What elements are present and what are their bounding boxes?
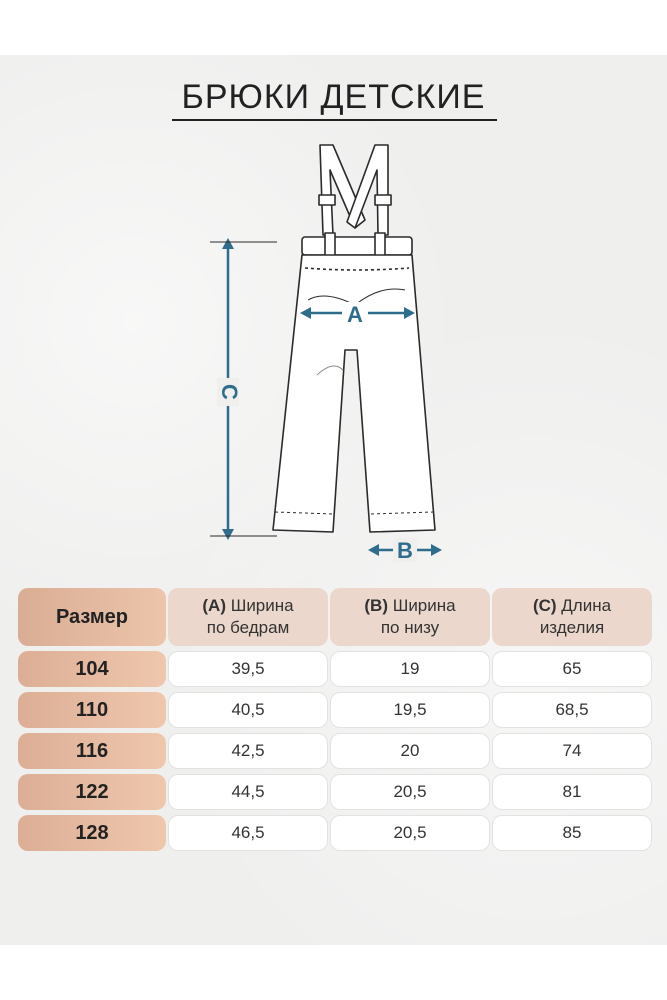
row-c-cell: 68,5 (492, 692, 652, 728)
header-a-line2: по бедрам (206, 618, 290, 637)
row-size-cell: 104 (18, 651, 166, 687)
row-size-cell: 122 (18, 774, 166, 810)
header-c-line1: Длина (561, 596, 612, 615)
right-strap (347, 145, 388, 235)
header-a-line1: Ширина (230, 596, 294, 615)
row-a-cell: 46,5 (168, 815, 328, 851)
row-b-cell: 19,5 (330, 692, 490, 728)
header-length (492, 588, 652, 646)
row-c-cell: 65 (492, 651, 652, 687)
row-a-cell: 42,5 (168, 733, 328, 769)
header-width-hips (168, 588, 328, 646)
header-c-line2: изделия (539, 618, 605, 637)
header-c-letter: (С) (532, 596, 557, 615)
header-b-line2: по низу (380, 618, 440, 637)
pants-drawing (205, 140, 470, 570)
row-size-cell: 116 (18, 733, 166, 769)
label-b: B (397, 538, 413, 563)
row-size-cell: 128 (18, 815, 166, 851)
page-title: БРЮКИ ДЕТСКИЕ (181, 78, 486, 116)
row-c-cell: 85 (492, 815, 652, 851)
row-a-cell: 40,5 (168, 692, 328, 728)
title-underline (172, 119, 497, 121)
left-buckle (319, 195, 335, 205)
pants-body (273, 255, 435, 532)
row-size-cell: 110 (18, 692, 166, 728)
header-width-bottom (330, 588, 490, 646)
header-a-letter: (А) (202, 596, 226, 615)
row-a-cell: 44,5 (168, 774, 328, 810)
row-a-cell: 39,5 (168, 651, 328, 687)
label-a: A (347, 302, 363, 327)
header-b-line1: Ширина (392, 596, 456, 615)
row-b-cell: 20,5 (330, 774, 490, 810)
row-b-cell: 19 (330, 651, 490, 687)
row-c-cell: 74 (492, 733, 652, 769)
waistband (302, 237, 412, 255)
header-b-letter: (В) (364, 596, 388, 615)
row-b-cell: 20 (330, 733, 490, 769)
header-size: Размер (18, 588, 166, 646)
label-c: C (217, 384, 243, 400)
row-b-cell: 20,5 (330, 815, 490, 851)
right-buckle (375, 195, 391, 205)
row-c-cell: 81 (492, 774, 652, 810)
